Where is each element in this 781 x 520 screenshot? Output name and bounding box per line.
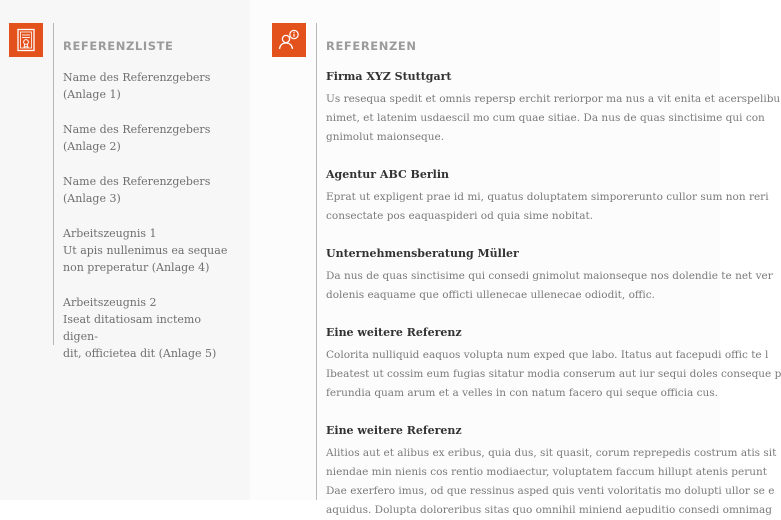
reference-entry-text: consectate pos eaquaspideri od quia sime nobitat.: [326, 210, 594, 222]
reference-entry: [326, 167, 769, 226]
reference-list-item-line: Iseat ditatiosam inctemo digen-: [63, 313, 201, 343]
reference-list-item-line: (Anlage 2): [63, 140, 121, 153]
reference-entry-text: gnimolut maionseque.: [326, 131, 445, 143]
references-heading: REFERENZEN: [326, 39, 417, 53]
reference-entry-text: Da nus de quas sinctisime qui consedi gnimolut maionseque nos dolendie te net ver: [326, 270, 773, 282]
reference-entry-text: nimet, et latenim usdaescil mo cum quae sitiae. Da nus de quas sinctisime qui con: [326, 112, 765, 124]
reference-entry-text: Alitios aut et alibus ex eribus, quia dus, sit quasit, corum reprepedis costrum atis sit: [326, 447, 777, 459]
reference-list-item-line: Arbeitszeugnis 1: [63, 227, 157, 240]
reference-list-item-line: Arbeitszeugnis 2: [63, 296, 157, 309]
reference-list-item-line: Name des Referenzgebers: [63, 175, 211, 188]
reference-list-item-line: (Anlage 1): [63, 88, 121, 101]
reference-entry-text: niendae min nienis cos rentio modiaectur, voluptatem faccum hillupt atenis perunt: [326, 466, 768, 478]
reference-list-item-line: Ut apis nullenimus ea sequae: [63, 244, 228, 257]
reference-entry-title: Eine weitere Referenz: [326, 326, 462, 339]
reference-entry-text: Eprat ut expligent prae id mi, quatus doluptatem simporerunto cullor sum non reri: [326, 191, 769, 203]
reference-list-item-line: dit, officietea dit (Anlage 5): [63, 347, 217, 360]
reference-list-item-line: Name des Referenzgebers: [63, 71, 211, 84]
reference-list-item: [63, 294, 238, 362]
main-divider: [316, 23, 317, 500]
reference-entry-text: aquidus. Dolupta doloreribus sitas quo omnihil miniend aepuditio consedi omnimag: [326, 504, 772, 516]
reference-list-item: [63, 121, 238, 155]
reference-list-item: [63, 69, 238, 103]
sidebar-divider: [53, 23, 54, 345]
reference-entry-title: Eine weitere Referenz: [326, 424, 462, 437]
reference-entry: [326, 246, 773, 305]
reference-entry-text: Us resequa spedit et omnis repersp erchit reriorpor ma nus a vit enita et acerspelibu: [326, 93, 781, 105]
person-info-icon: [272, 23, 306, 57]
reference-entry: [326, 69, 781, 147]
reference-entry-text: dolenis eaquame que officti ullenecae ullenecae odiodit, offic.: [326, 289, 655, 301]
reference-entry-text: Ibeatest ut cossim eum fugias sitatur modia conserum aut iur sequi doles conseque p: [326, 368, 781, 380]
reference-list-item: [63, 225, 238, 276]
certificate-icon: [9, 23, 43, 57]
reference-list-heading: REFERENZLISTE: [63, 39, 174, 53]
reference-entry-text: Colorita nulliquid eaquos volupta num exped que labo. Itatus aut facepudi offic te l: [326, 349, 769, 361]
reference-entry-title: Agentur ABC Berlin: [326, 168, 449, 181]
reference-list: [63, 69, 238, 380]
reference-entry-title: Unternehmensberatung Müller: [326, 247, 519, 260]
reference-list-item-line: Name des Referenzgebers: [63, 123, 211, 136]
reference-list-item-line: non preperatur (Anlage 4): [63, 261, 210, 274]
reference-entry: [326, 325, 781, 403]
references-content: [326, 69, 781, 516]
reference-entry-text: Dae exerfero imus, od que ressinus asped quis venti voloritatis mo dolupti ullor se e: [326, 485, 775, 497]
reference-list-item-line: (Anlage 3): [63, 192, 121, 205]
reference-entry-title: Firma XYZ Stuttgart: [326, 70, 452, 83]
reference-list-item: [63, 173, 238, 207]
reference-entry-text: ferundia quam arum et a velles in con natum facero qui seque officia cus.: [326, 387, 719, 399]
reference-entry: [326, 423, 777, 520]
